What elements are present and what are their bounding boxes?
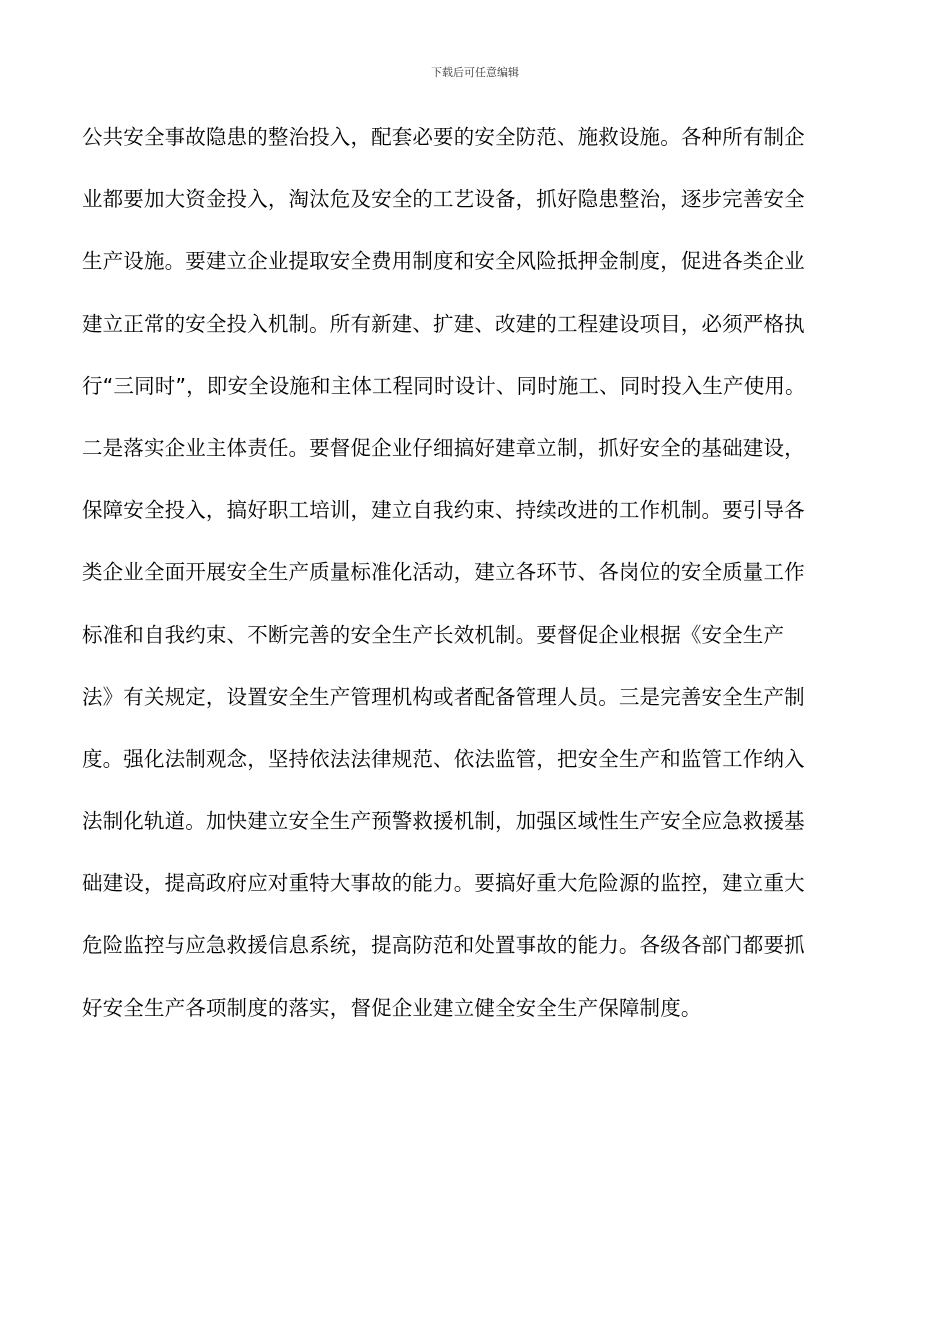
text-line: 建立正常的安全投入机制。所有新建、扩建、改建的工程建设项目，必须严格执 xyxy=(82,311,805,336)
text-line: 标准和自我约束、不断完善的安全生产长效机制。要督促企业根据《安全生产 xyxy=(82,622,785,647)
text-line: 行“三同时”，即安全设施和主体工程同时设计、同时施工、同时投入生产使用。 xyxy=(82,373,806,398)
text-line: 础建设，提高政府应对重特大事故的能力。要搞好重大危险源的监控，建立重大 xyxy=(82,871,805,896)
text-line: 业都要加大资金投入，淘汰危及安全的工艺设备，抓好隐患整治，逐步完善安全 xyxy=(82,187,805,212)
text-line: 类企业全面开展安全生产质量标准化活动，建立各环节、各岗位的安全质量工作 xyxy=(82,560,805,585)
text-line: 生产设施。要建立企业提取安全费用制度和安全风险抵押金制度，促进各类企业 xyxy=(82,249,805,274)
text-line: 好安全生产各项制度的落实，督促企业建立健全安全生产保障制度。 xyxy=(82,995,702,1020)
text-line: 度。强化法制观念，坚持依法法律规范、依法监管，把安全生产和监管工作纳入 xyxy=(82,746,805,771)
text-line: 法》有关规定，设置安全生产管理机构或者配备管理人员。三是完善安全生产制 xyxy=(82,684,805,709)
text-line: 危险监控与应急救援信息系统，提高防范和处置事故的能力。各级各部门都要抓 xyxy=(82,933,805,958)
body-text xyxy=(82,118,882,1051)
text-line: 公共安全事故隐患的整治投入，配套必要的安全防范、施救设施。各种所有制企 xyxy=(82,125,805,149)
header-note: 下载后可任意编辑 xyxy=(431,66,519,79)
text-line: 二是落实企业主体责任。要督促企业仔细搞好建章立制，抓好安全的基础建设， xyxy=(82,435,805,460)
text-line: 保障安全投入，搞好职工培训，建立自我约束、持续改进的工作机制。要引导各 xyxy=(82,498,805,523)
text-line: 法制化轨道。加快建立安全生产预警救援机制，加强区域性生产安全应急救援基 xyxy=(82,809,805,834)
